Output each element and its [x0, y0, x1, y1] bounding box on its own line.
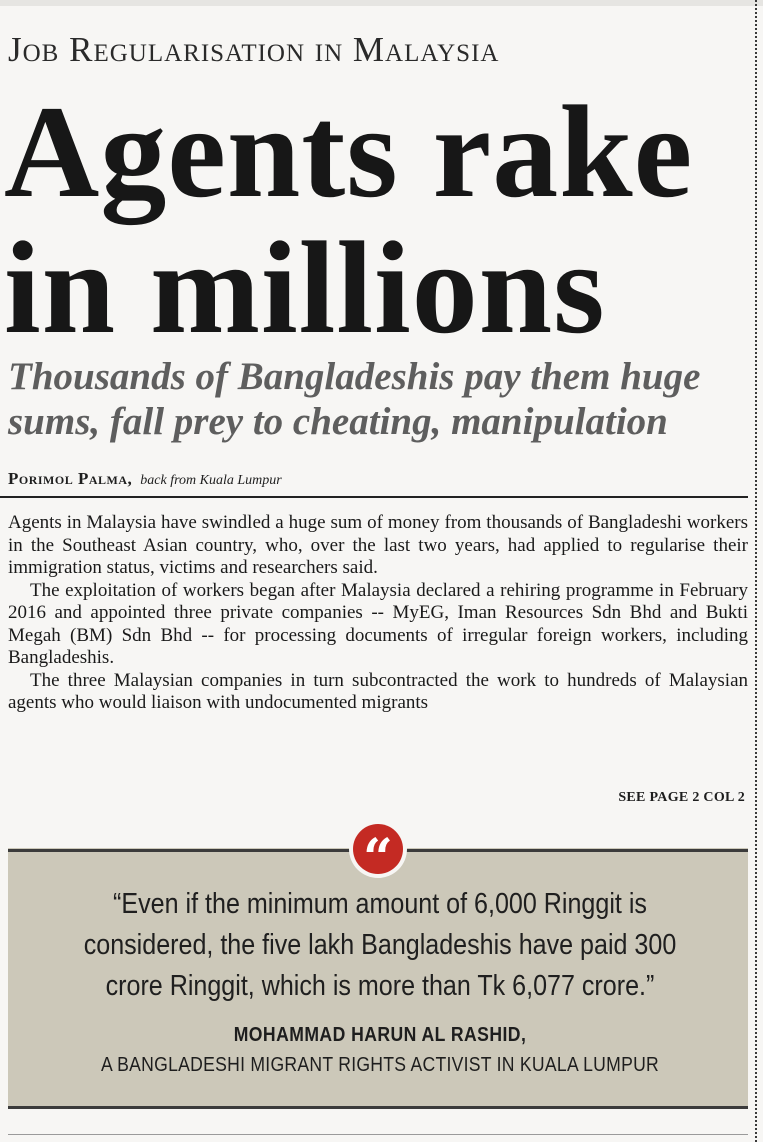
pullquote-attribution-role: A BANGLADESHI MIGRANT RIGHTS ACTIVIST IN KUALA LUMPUR [100, 1054, 660, 1076]
kicker: Job Regularisation in Malaysia [8, 30, 500, 69]
column-dotted-rule [755, 0, 757, 1142]
page-edge-strip [0, 0, 763, 6]
continued-jump: SEE PAGE 2 COL 2 [618, 790, 745, 805]
page-bottom-rule [8, 1134, 748, 1135]
headline-line-2: in millions [4, 214, 606, 361]
paragraph-2: The exploitation of workers began after Malaysia declared a rehiring programme in February 2016 and appointed three private companies -- MyEG, Iman Resources Sdn Bhd and Bukti Megah (BM) Sdn Bhd -- for processing documents of irregular foreign workers, including Bangladeshis. [8, 579, 748, 668]
paragraph-1: Agents in Malaysia have swindled a huge sum of money from thousands of Bangladeshi workers in the Southeast Asian country, who, over the last two years, had applied to regularise their immigration status, victims and researchers said. [8, 512, 748, 578]
pullquote-attribution-name: MOHAMMAD HARUN AL RASHID, [233, 1024, 527, 1046]
deck: Thousands of Bangladeshis pay them huge sums, fall prey to cheating, manipulation [8, 355, 701, 443]
article-body [8, 512, 748, 715]
byline [8, 469, 748, 489]
quote-mark-icon: “ [353, 824, 403, 874]
pullquote-text: “Even if the minimum amount of 6,000 Ringgit is considered, the five lakh Bangladeshis have paid 300 crore Ringgit, which is more than Tk 6,077 crore.” [83, 888, 677, 1002]
headline-line-1: Agents rake [4, 78, 694, 225]
pullquote-bottom-rule [8, 1106, 748, 1109]
headline [4, 78, 744, 361]
byline-location: back from Kuala Lumpur [140, 473, 282, 488]
paragraph-3: The three Malaysian companies in turn subcontracted the work to hundreds of Malaysian agents who would liaison with undocumented migrants [8, 669, 748, 713]
byline-rule [0, 496, 748, 498]
byline-name: Porimol Palma, [8, 469, 133, 488]
